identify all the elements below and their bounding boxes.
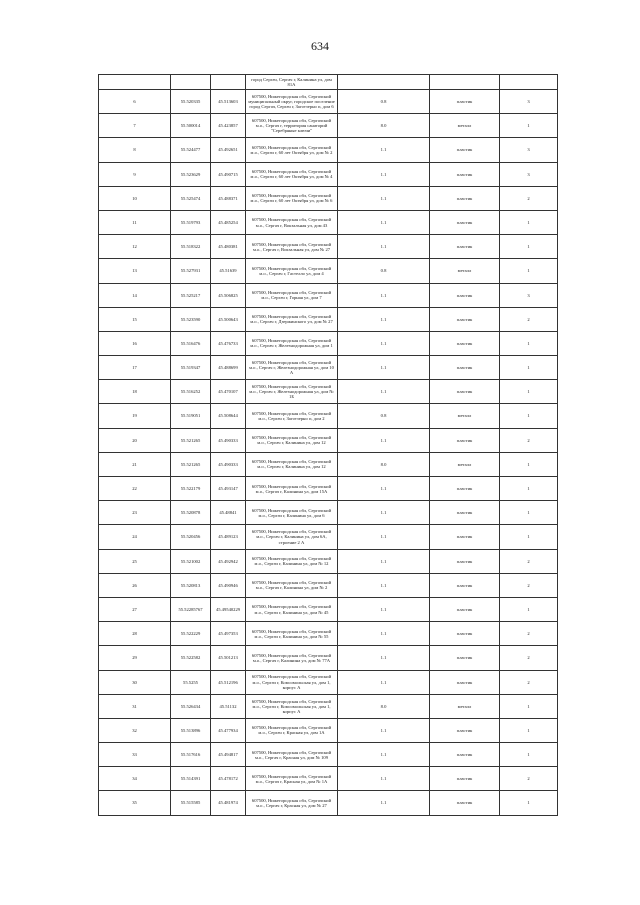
latitude-cell: 55.521265: [171, 428, 211, 452]
longitude-cell: 45.500643: [211, 307, 246, 331]
table-row: [99, 75, 558, 90]
row-number-cell: 9: [99, 162, 171, 186]
count-cell: 1: [500, 114, 558, 138]
longitude-cell: 45.512196: [211, 670, 246, 694]
material-cell: пластик: [430, 501, 500, 525]
latitude-cell: 55.515585: [171, 791, 211, 815]
longitude-cell: 45.490715: [211, 162, 246, 186]
longitude-cell: 45.478172: [211, 767, 246, 791]
page-number: 634: [311, 39, 329, 53]
latitude-cell: 55.522582: [171, 646, 211, 670]
count-cell: 2: [500, 307, 558, 331]
latitude-cell: 55.520878: [171, 501, 211, 525]
table-row: [99, 356, 558, 380]
longitude-cell: 45.51132: [211, 694, 246, 718]
row-number-cell: 11: [99, 210, 171, 234]
longitude-cell: 45.506825: [211, 283, 246, 307]
table-row: [99, 404, 558, 428]
material-cell: металл: [430, 114, 500, 138]
row-number-cell: 7: [99, 114, 171, 138]
count-cell: 1: [500, 718, 558, 742]
table-row: [99, 90, 558, 114]
longitude-cell: 45.51639: [211, 259, 246, 283]
longitude-cell: 45.490333: [211, 452, 246, 476]
count-cell: 1: [500, 597, 558, 621]
row-number-cell: 8: [99, 138, 171, 162]
waste-sites-table: [98, 74, 558, 816]
table-row: [99, 259, 558, 283]
longitude-cell: 45.470107: [211, 380, 246, 404]
count-cell: 3: [500, 138, 558, 162]
row-number-cell: 28: [99, 622, 171, 646]
material-cell: пластик: [430, 573, 500, 597]
row-number-cell: 21: [99, 452, 171, 476]
material-cell: пластик: [430, 331, 500, 355]
material-cell: пластик: [430, 307, 500, 331]
address-cell: 607500, Нижегородская обл, Сергачский м.о., Сергач г, Красная ул, дом № 27: [246, 791, 338, 815]
row-number-cell: 19: [99, 404, 171, 428]
latitude-cell: 55.526434: [171, 694, 211, 718]
count-cell: 1: [500, 210, 558, 234]
address-cell: 607500, Нижегородская обл, Сергачский м.о., Сергач г, Калинина ул, дом 12: [246, 452, 338, 476]
row-number-cell: 31: [99, 694, 171, 718]
count-cell: 1: [500, 259, 558, 283]
count-cell: 3: [500, 162, 558, 186]
material-cell: металл: [430, 694, 500, 718]
count-cell: 1: [500, 694, 558, 718]
longitude-cell: 45.489123: [211, 525, 246, 549]
volume-cell: 1.1: [338, 356, 430, 380]
address-cell: город Сергач, Сергач г, Калинина ул, дом 81А: [246, 75, 338, 90]
material-cell: пластик: [430, 718, 500, 742]
longitude-cell: 45.476733: [211, 331, 246, 355]
longitude-cell: 45.501213: [211, 646, 246, 670]
address-cell: 607500, Нижегородская обл, Сергачский м.о., Сергач г, Железнодорожная ул, дом 1: [246, 331, 338, 355]
row-number-cell: 33: [99, 743, 171, 767]
address-cell: 607500, Нижегородская обл, Сергачский м.о., Сергач г, Калинина ул, дом № 45: [246, 597, 338, 621]
volume-cell: 1.1: [338, 428, 430, 452]
table-row: [99, 597, 558, 621]
latitude-cell: 55.522179: [171, 477, 211, 501]
table-row: [99, 114, 558, 138]
volume-cell: 1.1: [338, 670, 430, 694]
count-cell: 3: [500, 90, 558, 114]
longitude-cell: 45.492651: [211, 138, 246, 162]
material-cell: пластик: [430, 186, 500, 210]
latitude-cell: 55.521265: [171, 452, 211, 476]
longitude-cell: 45.49540229: [211, 597, 246, 621]
volume-cell: 8.0: [338, 114, 430, 138]
volume-cell: 1.1: [338, 307, 430, 331]
row-number-cell: 32: [99, 718, 171, 742]
volume-cell: 1.1: [338, 477, 430, 501]
row-number-cell: 35: [99, 791, 171, 815]
material-cell: металл: [430, 452, 500, 476]
table-row: [99, 622, 558, 646]
volume-cell: 8.0: [338, 694, 430, 718]
material-cell: металл: [430, 259, 500, 283]
longitude-cell: 45.480381: [211, 235, 246, 259]
count-cell: 2: [500, 646, 558, 670]
longitude-cell: 45.481974: [211, 791, 246, 815]
table-row: [99, 718, 558, 742]
volume-cell: 1.1: [338, 622, 430, 646]
count-cell: 2: [500, 549, 558, 573]
table-row: [99, 549, 558, 573]
row-number-cell: 22: [99, 477, 171, 501]
latitude-cell: 55.518322: [171, 235, 211, 259]
latitude-cell: 55.516252: [171, 380, 211, 404]
volume-cell: 0.8: [338, 90, 430, 114]
latitude-cell: 55.522229: [171, 622, 211, 646]
longitude-cell: 45.477934: [211, 718, 246, 742]
latitude-cell: 55.519347: [171, 356, 211, 380]
address-cell: 607500, Нижегородская обл, Сергачский м.о., Сергач г, Калинина ул, дом № 2: [246, 573, 338, 597]
latitude-cell: 55.520813: [171, 573, 211, 597]
address-cell: 607500, Нижегородская обл, Сергачский м.о., Сергач г, Калинина ул, дом № 77А: [246, 646, 338, 670]
material-cell: пластик: [430, 283, 500, 307]
volume-cell: 1.1: [338, 501, 430, 525]
latitude-cell: 55.520456: [171, 525, 211, 549]
table-row: [99, 235, 558, 259]
address-cell: 607500, Нижегородская обл, Сергачский м.о., Сергач г, 60 лет Октября ул, дом № 6: [246, 186, 338, 210]
longitude-cell: 45.485254: [211, 210, 246, 234]
latitude-cell: 55.514391: [171, 767, 211, 791]
count-cell: 2: [500, 622, 558, 646]
count-cell: 1: [500, 525, 558, 549]
row-number-cell: 34: [99, 767, 171, 791]
material-cell: пластик: [430, 235, 500, 259]
address-cell: 607500, Нижегородская обл, Сергачский м.о., Сергач г, Комсомольская ул, дом 1, корпус А: [246, 670, 338, 694]
material-cell: пластик: [430, 597, 500, 621]
count-cell: 1: [500, 404, 558, 428]
volume-cell: 0.8: [338, 259, 430, 283]
address-cell: 607500, Нижегородская обл, Сергачский м.о., Сергач г, Вокзальная ул, дом 43: [246, 210, 338, 234]
table-body: [99, 75, 558, 816]
table-row: [99, 670, 558, 694]
latitude-cell: 55.520335: [171, 90, 211, 114]
row-number-cell: 15: [99, 307, 171, 331]
table-row: [99, 186, 558, 210]
material-cell: пластик: [430, 670, 500, 694]
row-number-cell: [99, 75, 171, 90]
latitude-cell: 55.516476: [171, 331, 211, 355]
longitude-cell: 45.508644: [211, 404, 246, 428]
volume-cell: 1.1: [338, 549, 430, 573]
count-cell: 2: [500, 573, 558, 597]
address-cell: 607500, Нижегородская обл, Сергачский муниципальный округ, городское поселение город Сергач, Сергач г, Заготзерно п, дом 6: [246, 90, 338, 114]
table-row: [99, 573, 558, 597]
count-cell: 1: [500, 743, 558, 767]
count-cell: 1: [500, 501, 558, 525]
longitude-cell: 45.494817: [211, 743, 246, 767]
latitude-cell: 55.527931: [171, 259, 211, 283]
latitude-cell: 55.500014: [171, 114, 211, 138]
volume-cell: 1.1: [338, 138, 430, 162]
latitude-cell: 55.523629: [171, 162, 211, 186]
address-cell: 607500, Нижегородская обл, Сергачский м.о., Сергач г, Калинина ул, дом № 55: [246, 622, 338, 646]
longitude-cell: 45.490946: [211, 573, 246, 597]
volume-cell: 1.1: [338, 767, 430, 791]
address-cell: 607500, Нижегородская обл, Сергачский м.о., Сергач г, 60 лет Октября ул, дом № 4: [246, 162, 338, 186]
latitude-cell: 55.52285767: [171, 597, 211, 621]
row-number-cell: 23: [99, 501, 171, 525]
longitude-cell: 45.490333: [211, 428, 246, 452]
table-row: [99, 694, 558, 718]
address-cell: 607500, Нижегородская обл, Сергачский м.о., Сергач г, Калинина ул, дом 6А, строение 2 А: [246, 525, 338, 549]
address-cell: 607500, Нижегородская обл, Сергачский м.о., Сергач г, Калинина ул, дом № 12: [246, 549, 338, 573]
address-cell: 607500, Нижегородская обл, Сергачский м.о., Сергач г, Красная ул, дом № 109: [246, 743, 338, 767]
volume-cell: 1.1: [338, 331, 430, 355]
count-cell: 1: [500, 477, 558, 501]
longitude-cell: 45.423857: [211, 114, 246, 138]
table-row: [99, 791, 558, 815]
volume-cell: [338, 75, 430, 90]
table-row: [99, 138, 558, 162]
address-cell: 607500, Нижегородская обл, Сергачский м.о., Сергач г, Комсомольская ул, дом 1, корпус А: [246, 694, 338, 718]
material-cell: пластик: [430, 549, 500, 573]
address-cell: 607500, Нижегородская обл, Сергачский м.о., Сергач г, Вокзальная ул, дом № 27: [246, 235, 338, 259]
row-number-cell: 16: [99, 331, 171, 355]
row-number-cell: 14: [99, 283, 171, 307]
table-row: [99, 646, 558, 670]
count-cell: [500, 75, 558, 90]
material-cell: пластик: [430, 138, 500, 162]
longitude-cell: 45.48841: [211, 501, 246, 525]
volume-cell: 1.1: [338, 743, 430, 767]
longitude-cell: 45.492942: [211, 549, 246, 573]
volume-cell: 1.1: [338, 162, 430, 186]
material-cell: пластик: [430, 162, 500, 186]
address-cell: 607500, Нижегородская обл, Сергачский м.о., Сергач г, Красная ул, дом № 1А: [246, 767, 338, 791]
volume-cell: 1.1: [338, 210, 430, 234]
count-cell: 1: [500, 452, 558, 476]
material-cell: пластик: [430, 90, 500, 114]
volume-cell: 1.1: [338, 283, 430, 307]
count-cell: 2: [500, 428, 558, 452]
row-number-cell: 24: [99, 525, 171, 549]
material-cell: пластик: [430, 743, 500, 767]
address-cell: 607500, Нижегородская обл, Сергачский м.о., Сергач г, Калинина ул, дом 15А: [246, 477, 338, 501]
longitude-cell: 45.493147: [211, 477, 246, 501]
volume-cell: 0.8: [338, 404, 430, 428]
volume-cell: 1.1: [338, 573, 430, 597]
row-number-cell: 6: [99, 90, 171, 114]
table-row: [99, 428, 558, 452]
material-cell: металл: [430, 404, 500, 428]
address-cell: 607500, Нижегородская обл, Сергачский м.о., Сергач г, Гастелло ул, дом 4: [246, 259, 338, 283]
latitude-cell: 55.519793: [171, 210, 211, 234]
latitude-cell: [171, 75, 211, 90]
address-cell: 607500, Нижегородская обл, Сергачский м.о., Сергач г, Калинина ул, дом 6: [246, 501, 338, 525]
table-row: [99, 307, 558, 331]
volume-cell: 8.0: [338, 452, 430, 476]
latitude-cell: 55.523590: [171, 307, 211, 331]
address-cell: 607500, Нижегородская обл, Сергачский м.о., Сергач г, Железнодорожная ул, дом № 1Б: [246, 380, 338, 404]
material-cell: пластик: [430, 646, 500, 670]
latitude-cell: 55.519051: [171, 404, 211, 428]
row-number-cell: 26: [99, 573, 171, 597]
count-cell: 2: [500, 186, 558, 210]
material-cell: [430, 75, 500, 90]
address-cell: 607500, Нижегородская обл, Сергачский м.о., Сергач г, Заготзерно п, дом 2: [246, 404, 338, 428]
longitude-cell: 45.513603: [211, 90, 246, 114]
table-row: [99, 162, 558, 186]
volume-cell: 1.1: [338, 235, 430, 259]
count-cell: 2: [500, 670, 558, 694]
row-number-cell: 29: [99, 646, 171, 670]
address-cell: 607500, Нижегородская обл, Сергачский м.о., Сергач г, 60 лет Октября ул, дом № 2: [246, 138, 338, 162]
material-cell: пластик: [430, 525, 500, 549]
address-cell: 607500, Нижегородская обл, Сергачский м.о., Сергач г, Горная ул, дом 7: [246, 283, 338, 307]
table-row: [99, 452, 558, 476]
row-number-cell: 30: [99, 670, 171, 694]
count-cell: 2: [500, 767, 558, 791]
latitude-cell: 55.525217: [171, 283, 211, 307]
table-row: [99, 525, 558, 549]
material-cell: пластик: [430, 428, 500, 452]
row-number-cell: 17: [99, 356, 171, 380]
latitude-cell: 55.517616: [171, 743, 211, 767]
address-cell: 607500, Нижегородская обл, Сергачский м.о., Сергач г, Дзержинского ул, дом № 27: [246, 307, 338, 331]
waste-sites-table-wrap: [98, 74, 557, 816]
latitude-cell: 55.513896: [171, 718, 211, 742]
longitude-cell: 45.488699: [211, 356, 246, 380]
material-cell: пластик: [430, 767, 500, 791]
row-number-cell: 10: [99, 186, 171, 210]
volume-cell: 1.1: [338, 791, 430, 815]
material-cell: пластик: [430, 210, 500, 234]
table-row: [99, 210, 558, 234]
longitude-cell: [211, 75, 246, 90]
count-cell: 1: [500, 356, 558, 380]
row-number-cell: 27: [99, 597, 171, 621]
material-cell: пластик: [430, 356, 500, 380]
table-row: [99, 477, 558, 501]
latitude-cell: 55.525474: [171, 186, 211, 210]
table-row: [99, 743, 558, 767]
count-cell: 1: [500, 235, 558, 259]
volume-cell: 1.1: [338, 718, 430, 742]
volume-cell: 1.1: [338, 525, 430, 549]
volume-cell: 1.1: [338, 597, 430, 621]
longitude-cell: 45.497353: [211, 622, 246, 646]
row-number-cell: 25: [99, 549, 171, 573]
volume-cell: 1.1: [338, 646, 430, 670]
table-row: [99, 331, 558, 355]
count-cell: 1: [500, 331, 558, 355]
material-cell: пластик: [430, 791, 500, 815]
table-row: [99, 501, 558, 525]
material-cell: пластик: [430, 622, 500, 646]
latitude-cell: 55.524477: [171, 138, 211, 162]
material-cell: пластик: [430, 380, 500, 404]
row-number-cell: 20: [99, 428, 171, 452]
row-number-cell: 12: [99, 235, 171, 259]
table-row: [99, 283, 558, 307]
latitude-cell: 55.5255: [171, 670, 211, 694]
material-cell: пластик: [430, 477, 500, 501]
count-cell: 1: [500, 380, 558, 404]
address-cell: 607500, Нижегородская обл, Сергачский м.о., Сергач г, территория санаторий "Серебряные ключи": [246, 114, 338, 138]
table-row: [99, 767, 558, 791]
count-cell: 1: [500, 791, 558, 815]
longitude-cell: 45.488371: [211, 186, 246, 210]
address-cell: 607500, Нижегородская обл, Сергачский м.о., Сергач г, Калинина ул, дом 12: [246, 428, 338, 452]
count-cell: 3: [500, 283, 558, 307]
row-number-cell: 18: [99, 380, 171, 404]
volume-cell: 1.1: [338, 186, 430, 210]
table-row: [99, 380, 558, 404]
address-cell: 607500, Нижегородская обл, Сергачский м.о., Сергач г, Железнодорожная ул, дом 10 А: [246, 356, 338, 380]
latitude-cell: 55.521002: [171, 549, 211, 573]
address-cell: 607500, Нижегородская обл, Сергачский м.о., Сергач г, Красная ул, дом 1А: [246, 718, 338, 742]
volume-cell: 1.1: [338, 380, 430, 404]
row-number-cell: 13: [99, 259, 171, 283]
